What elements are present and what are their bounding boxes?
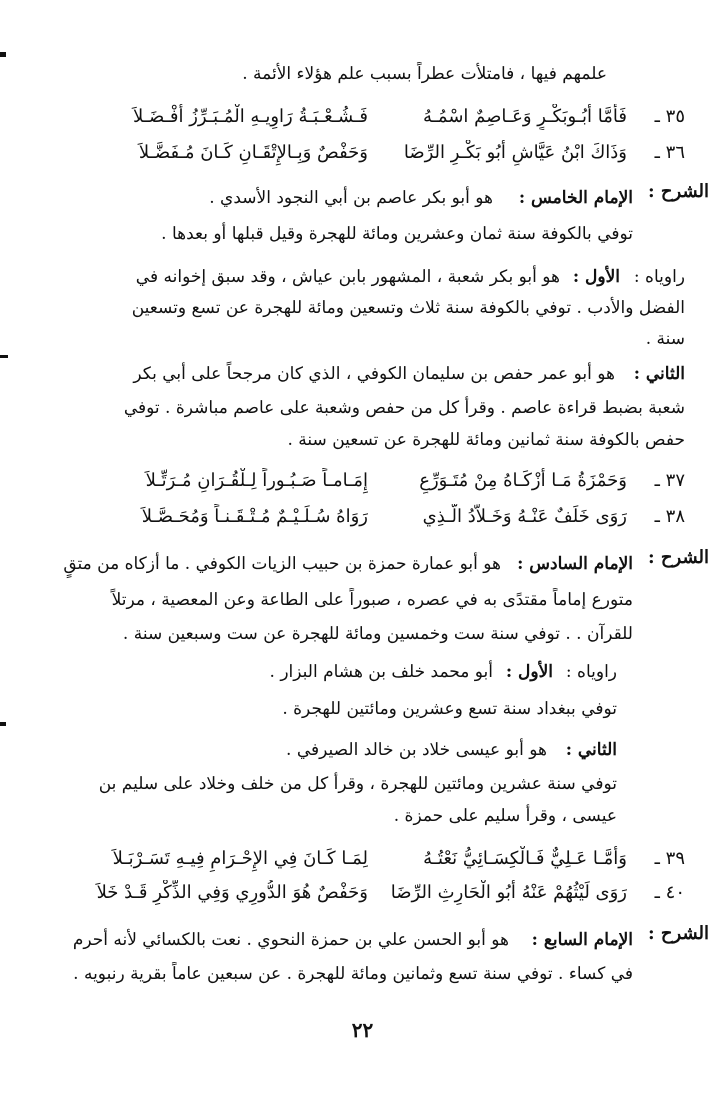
verse-second-hemistich: فَـشُـعْـبَـةُ رَاوِيـهِ الْمُـبَـرِّزُ أَفْـضَـلاَ xyxy=(132,106,368,127)
verse-first-hemistich: وَذَاكَ ابْنُ عَيَّاشٍ أَبُو بَكْـرِ الرِّضَا xyxy=(403,142,627,163)
sharh-label: الشرح : xyxy=(647,547,709,568)
imam-label: الإمام الخامس : xyxy=(518,188,633,208)
verse-first-hemistich: وَحَمْزَةُ مَـا أَزْكَـاهُ مِنْ مُتَـوَرِّعٍ xyxy=(419,470,627,491)
verse-first-hemistich: رَوَى لَيْثُهُمْ عَنْهُ أَبُو الْحَارِثِ الرِّضَا xyxy=(390,882,627,903)
verse-line xyxy=(78,504,685,530)
verse-line xyxy=(78,846,685,872)
verse-first-hemistich: وَأَمَّـا عَـلِيٌّ فَـالْكِسَـائِيُّ نَعْتُـهُ xyxy=(423,848,627,869)
first-narrator-text: هو أبو بكر شعبة ، المشهور بابن عياش ، وقد سبق إخوانه في xyxy=(135,267,560,287)
second-narrator-label: الثاني : xyxy=(633,364,685,384)
first-narrator-label: الأول : xyxy=(505,662,553,682)
margin-mark xyxy=(0,52,6,57)
verse-number: ٣٦ ـ xyxy=(654,142,685,163)
verse-line xyxy=(78,880,685,906)
verse-number: ٣٩ ـ xyxy=(654,848,685,869)
sharh-line: توفي بالكوفة سنة ثمان وعشرين ومائة للهجرة وقيل قبلها أو بعدها . xyxy=(161,224,633,244)
rawiyah-label: راوياه : xyxy=(565,662,617,682)
imam-text: هو أبو بكر عاصم بن أبي النجود الأسدي . xyxy=(209,188,493,208)
narrator-line: حفص بالكوفة سنة ثمانين ومائة للهجرة عن تسعين سنة . xyxy=(287,430,685,450)
verse-second-hemistich: وَحَفْصٌ هُوَ الدُّورِي وَفِي الذِّكْرِ قَـدْ خَلاَ xyxy=(96,882,368,903)
verse-second-hemistich: إِمَـامـاً صَـبُـوراً لِـلْقُـرَانِ مُـرَتِّـلاَ xyxy=(145,470,368,491)
verse-first-hemistich: رَوَى خَلَفٌ عَنْـهُ وَخَـلاَّدُ الَّـذِي xyxy=(422,506,627,527)
first-narrator-text: أبو محمد خلف بن هشام البزار . xyxy=(269,662,493,682)
verse-line xyxy=(78,468,685,494)
sharh-line: للقرآن . . توفي سنة ست وخمسين ومائة للهجرة عن ست وسبعين سنة . xyxy=(122,624,633,644)
verse-number: ٣٨ ـ xyxy=(654,506,685,527)
narrator-line: عيسى ، وقرأ سليم على حمزة . xyxy=(393,806,617,826)
narrator-line: توفي ببغداد سنة تسع وعشرين ومائتين للهجرة . xyxy=(282,699,617,719)
second-narrator-text: هو أبو عمر حفص بن سليمان الكوفي ، الذي كان مرجحاً على أبي بكر xyxy=(133,364,615,384)
verse-second-hemistich: رَوَاهُ سُـلَـيْـمٌ مُـتْـقَـنـاً وَمُحَـصَّـلاَ xyxy=(141,506,368,527)
page-number: ٢٢ xyxy=(351,1018,374,1042)
imam-label: الإمام السادس : xyxy=(517,554,633,574)
sharh-line: متورع إماماً مقتدًى به في عصره ، صبوراً على الطاعة وعن المعصية ، مرتلاً xyxy=(111,590,633,610)
verse-first-hemistich: فَأَمَّا أَبُـوبَكْـرٍ وَعَـاصِمٌ اسْمُـهُ xyxy=(423,106,627,127)
verse-number: ٣٧ ـ xyxy=(654,470,685,491)
verse-line xyxy=(78,140,685,166)
margin-mark xyxy=(0,722,6,726)
intro-line: علمهم فيها ، فامتلأت عطراً بسبب علم هؤلاء الأئمة . xyxy=(242,64,607,84)
sharh-label: الشرح : xyxy=(647,181,709,202)
verse-number: ٤٠ ـ xyxy=(654,882,685,903)
verse-line xyxy=(78,104,685,130)
first-narrator-label: الأول : xyxy=(572,267,620,287)
narrator-line: شعبة بضبط قراءة عاصم . وقرأ كل من حفص وشعبة على عاصم مباشرة . توفي xyxy=(123,398,685,418)
rawiyah-label: راوياه : xyxy=(633,267,685,287)
verse-second-hemistich: وَحَفْصٌ وَبِـالإِتْقَـانِ كَـانَ مُـفَضَّـلاَ xyxy=(138,142,368,163)
second-narrator-label: الثاني : xyxy=(565,740,617,760)
narrator-line: سنة . xyxy=(645,329,685,349)
imam-text: هو أبو الحسن علي بن حمزة النحوي . نعت بالكسائي لأنه أحرم xyxy=(72,930,509,950)
narrator-line: توفي سنة عشرين ومائتين للهجرة ، وقرأ كل من خلف وخلاد على سليم بن xyxy=(98,774,617,794)
verse-second-hemistich: لِمَـا كَـانَ فِي الإِحْـرَامِ فِيـهِ تَسَـرْبَـلاَ xyxy=(112,848,368,869)
sharh-line: في كساء . توفي سنة تسع وثمانين ومائة للهجرة . عن سبعين عاماً بقرية رنبويه . xyxy=(73,964,633,984)
sharh-label: الشرح : xyxy=(647,923,709,944)
narrator-line: الفضل والأدب . توفي بالكوفة سنة ثلاث وتسعين ومائة للهجرة عن تسع وتسعين xyxy=(131,298,685,318)
verse-number: ٣٥ ـ xyxy=(654,106,685,127)
second-narrator-text: هو أبو عيسى خلاد بن خالد الصيرفي . xyxy=(286,740,547,760)
margin-mark xyxy=(0,355,8,358)
imam-text: هو أبو عمارة حمزة بن حبيب الزيات الكوفي . ما أزكاه من متقٍ xyxy=(63,554,501,574)
imam-label: الإمام السابع : xyxy=(531,930,633,950)
